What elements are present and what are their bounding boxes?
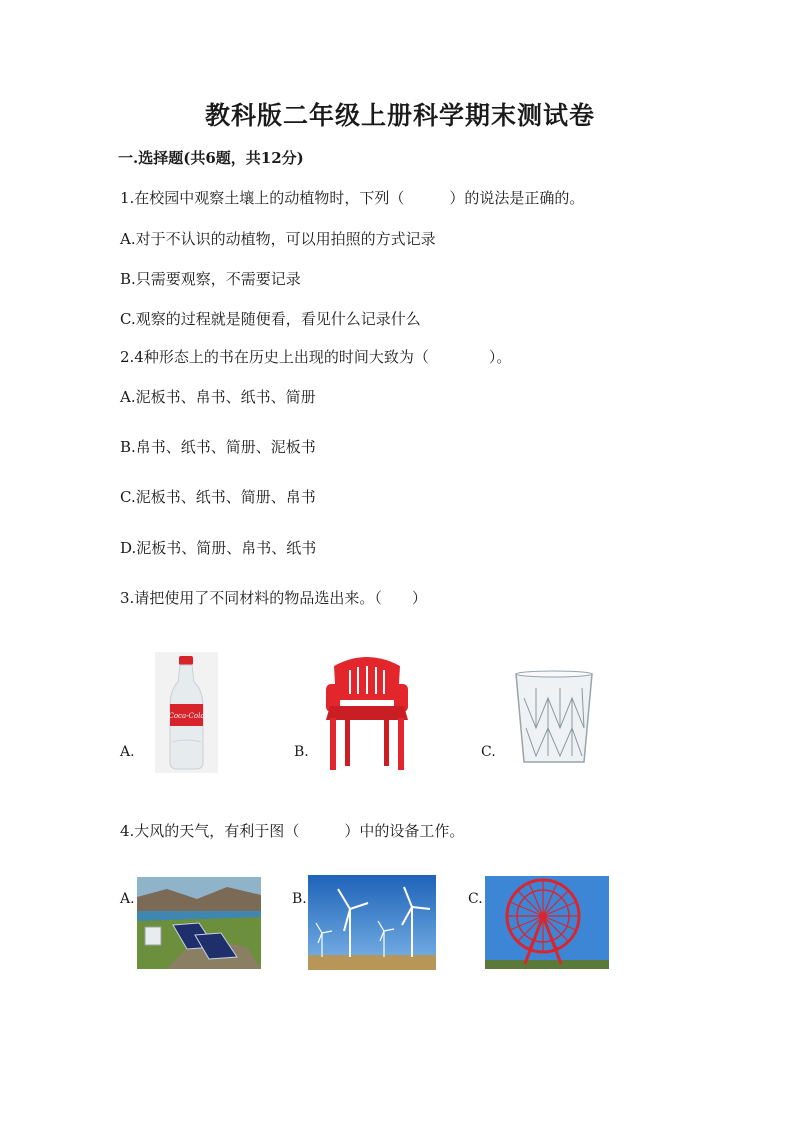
question-3-option-c[interactable]: C.: [481, 744, 496, 760]
page-title: 教科版二年级上册科学期末测试卷: [204, 101, 595, 130]
question-1-option-b[interactable]: B.只需要观察，不需要记录: [120, 270, 301, 288]
question-3-option-a[interactable]: A.: [120, 744, 135, 760]
svg-text:Coca-Cola: Coca-Cola: [168, 712, 205, 720]
question-2-option-b[interactable]: B.帛书、纸书、简册、泥板书: [120, 438, 316, 456]
question-2-option-a[interactable]: A.泥板书、帛书、纸书、简册: [120, 388, 316, 406]
question-4-option-b[interactable]: B.: [292, 891, 307, 907]
solar-panel-photo: [137, 877, 261, 969]
ferris-wheel-photo: [485, 876, 609, 969]
plastic-chair-photo: [320, 650, 414, 775]
question-4-option-a[interactable]: A.: [120, 891, 135, 907]
glass-cup-photo: [512, 668, 596, 768]
question-2-option-d[interactable]: D.泥板书、简册、帛书、纸书: [120, 539, 317, 557]
question-4-option-c[interactable]: C.: [468, 891, 483, 907]
question-3-stem: 3.请把使用了不同材料的物品选出来。（ ）: [120, 589, 427, 607]
section-heading: 一.选择题(共6题，共12分): [118, 149, 304, 167]
question-2-option-c[interactable]: C.泥板书、纸书、简册、帛书: [120, 488, 316, 506]
question-1-stem: 1.在校园中观察土壤上的动植物时，下列（ ）的说法是正确的。: [120, 189, 585, 207]
question-4-stem: 4.大风的天气，有利于图（ ）中的设备工作。: [120, 822, 465, 840]
question-2-stem: 2.4种形态上的书在历史上出现的时间大致为（ ）。: [120, 348, 512, 366]
wind-turbine-photo: [308, 875, 436, 970]
question-1-option-a[interactable]: A.对于不认识的动植物，可以用拍照的方式记录: [120, 230, 436, 248]
cola-bottle-photo: [155, 652, 218, 773]
question-3-option-b[interactable]: B.: [294, 744, 309, 760]
question-1-option-c[interactable]: C.观察的过程就是随便看，看见什么记录什么: [120, 310, 421, 328]
